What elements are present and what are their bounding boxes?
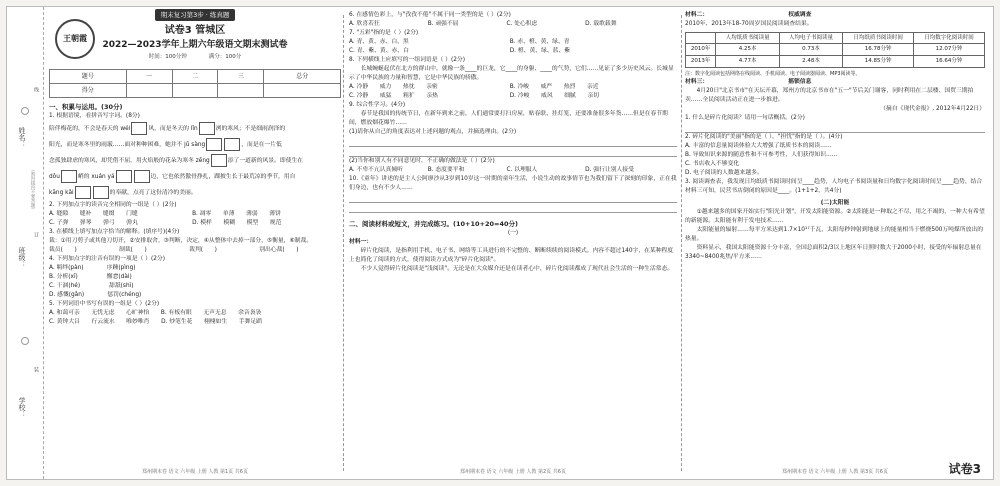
option-a[interactable]: A. 欣喜若狂 — [349, 20, 380, 27]
q8-passage: 长城蜿蜒起伏在北方的群山中，就像一条____的巨龙，它____的身躯、____的气势，它们……见证了多少历史风云。长城显示了中华民族的力量和智慧，它是中华民族的骄傲。 — [349, 65, 674, 81]
q9-passage: 春节是我国的传统节日，在新年到来之前，人们通常要打扫房屋，贴春联、挂灯笼，还要准备很多年货……但是在春节期间，燃放烟花爆竹…… — [349, 110, 668, 126]
table-header: 人均电子书阅读量 — [779, 32, 842, 44]
logo-text: 王朝霞 — [63, 33, 87, 43]
table-header — [686, 32, 716, 44]
class-label: 班级： — [18, 247, 26, 268]
answer-line[interactable] — [349, 203, 677, 213]
q4-option[interactable]: B. 分析(xī) 懈怠(dài) — [49, 273, 132, 280]
option-a[interactable]: A. 不卑不亢认真倾听 — [349, 166, 403, 173]
answer-box[interactable] — [116, 170, 132, 183]
q4-option[interactable]: D. 感慨(gǎn) 惩罚(chéng) — [49, 291, 142, 298]
score-input-cell[interactable] — [218, 84, 264, 98]
material-2-header — [685, 11, 985, 20]
option-c[interactable]: C. 青、紫、黄、赤、白 — [349, 47, 409, 54]
question-10: 10.《童年》讲述的是主人公阿廖沙从3岁到10岁这一时期的童年生活，小说生动的故事情节也为我们留下了深刻的印象，正在我们身边，也有不少人…… — [349, 175, 677, 191]
question-7: 7. "五彩"指的是（ ）(2分) — [349, 29, 419, 36]
reading-question-2: 2. 碎片化阅读的"美丽"指的是（ ），"担忧"指的是（ ）。(4分) — [685, 134, 843, 141]
section-1-heading: 一、积累与运用。(30分) — [49, 103, 123, 111]
q3-item[interactable]: 裁员( ) — [49, 246, 77, 253]
q6-options — [349, 20, 677, 29]
school-label: 学校： — [18, 397, 26, 418]
q2-options — [49, 210, 341, 228]
q7-options — [349, 38, 677, 56]
q5-option[interactable]: A. 和蔼可亲 无忧无虑 心旷神怡 B. 有板有眼 无声无息 余音袅袅 — [49, 309, 262, 316]
question-6: 6. 在感情色彩上，与"孜孜不倦"不属于同一类型的是（ ）(2分) — [349, 12, 511, 18]
exam-number: 试卷3 管城区 — [164, 25, 226, 37]
question-9: 9. 综合性学习。(4分) — [349, 101, 406, 108]
rq2-option[interactable]: D. 电子阅读的人数越来越多。 — [685, 170, 763, 177]
binding-hole — [21, 337, 29, 345]
q1-text: 添了一道新的风景。即使生在 — [227, 158, 304, 165]
q3-items — [49, 246, 341, 255]
table-cell: 16.64分钟 — [914, 56, 985, 68]
part-1-label: (一) — [507, 229, 519, 236]
q3-definition: 裁：①用刀剪子或其他刀切开，②安排取舍，③判断，决定，④从整体中去掉一部分，⑤衡量，⑥制裁。 — [49, 237, 313, 244]
q1-text: 风，而是冬天的 lǐn — [148, 126, 198, 133]
material-3-text: 4月20日"北京书市"在天坛开幕，郑州方的北京书市在"五一"节后关门谢客，同时利用在二层楼、国贸三期拍卖……全民阅读活动正在进一步推进。 — [685, 88, 974, 104]
answer-line[interactable] — [685, 123, 985, 133]
part-2-text-2: 太阳能量的辐射……每平方米达到1.7×10¹⁷千瓦，太阳每秒钟射到地球上的能量相当于燃烧500万吨煤所放出的热量。 — [685, 227, 984, 243]
table-cell: 2013年 — [686, 56, 716, 68]
q1-text: 冽的寒风；不是细雨润泽的 — [215, 126, 286, 133]
answer-box[interactable] — [224, 138, 240, 151]
material-3-source: （摘自《现代金报》, 2012年4月22日） — [880, 106, 985, 113]
question-1: 1. 根据语境，看拼音写字词。(8分) — [49, 113, 140, 120]
score-label-cell: 得分 — [50, 84, 127, 98]
answer-box[interactable] — [134, 170, 150, 183]
q1-text: dǒu — [49, 174, 60, 181]
part-2-title: (二)太阳能 — [820, 200, 850, 207]
question-5: 5. 下列词语中书写有误的一组是（ ）(2分) — [49, 300, 160, 307]
answer-box[interactable] — [211, 154, 227, 167]
q1-text: 陪伴梅花的，不会是春天的 wéi — [49, 126, 131, 133]
material-2-title: 权威调查 — [788, 12, 812, 18]
table-cell: 4.77本 — [716, 56, 779, 68]
name-label: 姓名： — [18, 127, 26, 148]
material-3-label: 材料三： — [685, 79, 709, 86]
page-footer: 郑州期末卷 语文 六年级 上册 人教 第1页 共6页 — [142, 469, 248, 476]
column-divider — [681, 15, 682, 471]
option-b[interactable]: B. 态度要平和 — [427, 166, 465, 173]
reading-question-1: 1. 什么是碎片化阅读？请用一句话概括。(2分) — [685, 115, 805, 122]
line-mark: 装 — [33, 367, 39, 372]
section-2-heading: 二、阅读材料或短文，并完成练习。(10+10+20=40分) — [349, 219, 518, 228]
material-3-title: 摇锁信息 — [788, 79, 812, 86]
option-d[interactable]: D. 冷峻 威风 细腻 亲切 — [509, 92, 600, 99]
option-a[interactable]: A. 缝隙 缝补 缝缀 门缝 — [49, 211, 138, 218]
q1-line-3 — [49, 153, 341, 169]
table-note: 注：数字化阅读包括网络在线阅读、手机阅读、电子阅读器阅读、MP3阅读等。 — [685, 70, 861, 77]
score-header-cell: 二 — [172, 70, 218, 84]
q1-line-4 — [49, 169, 341, 185]
q4-option[interactable]: C. 干涸(hé) 舔舐(shì) — [49, 282, 134, 289]
score-input-cell[interactable] — [264, 84, 341, 98]
answer-line[interactable] — [349, 147, 677, 157]
score-header-cell: 总分 — [264, 70, 341, 84]
question-4: 4. 下列加点字的注音有误的一项是（ ）(2分) — [49, 255, 165, 262]
option-d[interactable]: D. 载歌载舞 — [585, 20, 617, 27]
paper-corner-label: 试卷3 — [948, 462, 981, 477]
column-2 — [349, 7, 677, 479]
q1-text: 的奉献，点亮了这份清冷的美丽。 — [109, 190, 197, 197]
table-cell: 16.78分钟 — [843, 44, 914, 56]
exam-full-score: 满分：100分 — [208, 53, 242, 60]
score-header-cell: 一 — [126, 70, 172, 84]
reading-question-3: 3. 阅读调查表，我发现日均纸质书阅读时间呈____趋势，人均电子书阅读量和日均数字化阅读时间呈____趋势，结合材料三可知，民营书店倒闭的原因是____。(1+1+2，共4分) — [685, 179, 983, 195]
q1-line-2 — [49, 137, 341, 153]
exam-meta — [49, 53, 341, 62]
material-1-text-2: 不少人觉得碎片化阅读是"浅阅读"。无论是在大众媒介还是在读者心中，碎片化阅读都成了现代社会生活的一种生活常态。 — [360, 265, 674, 272]
answer-box[interactable] — [131, 122, 147, 135]
option-b[interactable]: B. 顽强不屈 — [427, 20, 459, 27]
q1-text: 边，它也依然傲骨挣扎，踝披生长于最荒凉的季节，用自 — [150, 174, 296, 181]
answer-line[interactable] — [349, 193, 677, 203]
q3-item[interactable]: 制裁( ) — [119, 246, 147, 253]
table-cell: 4.25本 — [716, 44, 779, 56]
material-2-label: 材料二： — [685, 12, 709, 18]
line-mark: 订 — [33, 232, 39, 237]
table-header: 人均纸质书阅读量 — [716, 32, 779, 44]
q9-sub-1: (1)请你从自己的角度表达对上述问题的观点，并摘选理由。(2分) — [349, 128, 517, 135]
brand-logo — [55, 19, 95, 59]
exam-sheet — [6, 6, 994, 480]
score-table — [49, 69, 341, 98]
table-cell: 12.07分钟 — [914, 44, 985, 56]
option-c[interactable]: C. 冷静 威猛 粗犷 亲热 — [349, 92, 438, 99]
score-input-cell[interactable] — [172, 84, 218, 98]
table-cell: 2.48本 — [779, 56, 842, 68]
option-d[interactable]: D. 强行让别人接受 — [585, 166, 634, 173]
answer-box[interactable] — [93, 186, 109, 199]
answer-box[interactable] — [199, 122, 215, 135]
exam-title: 2022—2023学年上期六年级语文期末测试卷 — [102, 39, 288, 50]
seal-note: （密封线内不要答题） — [30, 167, 35, 212]
table-header: 日均纸质书阅读时间 — [843, 32, 914, 44]
table-cell: 2010年 — [686, 44, 716, 56]
q3-item[interactable]: 别出心裁( ) — [259, 246, 299, 253]
answer-box[interactable] — [206, 138, 222, 151]
material-1-text: 碎片化阅读，是指利用手机、电子书、网络等工具进行的不完整的、断断续续的阅读模式。内容不超过140字，在某种程度上也简化了阅读的方式，使得阅读方式成为"碎片化阅读"。 — [349, 247, 674, 263]
option-c[interactable]: C. 子弹 弹琴 弹弓 弹丸 — [49, 220, 138, 227]
material-2-intro: 2010年、2013年18-70周岁国民阅读调查结果。 — [685, 20, 813, 27]
exam-time: 时间：100分钟 — [148, 53, 187, 60]
part-2-text-1: ①越来越多的国家开始实行"阳光计划"，开发太阳能资源。②太阳能是一种取之不尽、用之不竭的，一种大有希望的新能源。太阳能有利于发电技术…… — [685, 209, 985, 225]
rq2-option[interactable]: B. 导致知识来源的随意性和不可参考性，人们获得知识…… — [685, 152, 838, 159]
q3-item[interactable]: 裁判( ) — [189, 246, 217, 253]
table-cell: 0.73本 — [779, 44, 842, 56]
survey-table — [685, 32, 985, 68]
option-b[interactable]: B. 赤、橙、黄、绿、青 — [509, 38, 570, 45]
table-header: 日均数字化阅读时间 — [914, 32, 985, 44]
answer-box[interactable] — [61, 170, 77, 183]
q9-sub-2: (2)当你和别人有不同意见时，不正确的做法是（ ）(2分) — [349, 157, 495, 164]
q1-text: kāng kǎi — [49, 190, 74, 197]
option-b[interactable]: B. 凋零 单薄 薄弱 薄饼 — [192, 211, 281, 218]
score-header-cell: 题号 — [50, 70, 127, 84]
answer-box[interactable] — [75, 186, 91, 199]
option-b[interactable]: B. 冷峻 威严 热烈 亲近 — [509, 83, 599, 90]
binding-margin — [7, 7, 44, 479]
q1-text: 阳光，而是寒冬里的雨霰……面对种种困难，她并不 jǔ sàng — [49, 142, 206, 149]
column-1 — [49, 7, 341, 479]
line-mark: 线 — [33, 87, 39, 92]
option-a[interactable]: A. 冷静 威力 热忱 亲密 — [349, 83, 438, 90]
table-row — [686, 44, 985, 56]
material-1-label: 材料一： — [349, 238, 373, 245]
column-3 — [685, 7, 985, 479]
rq2-option[interactable]: A. 丰富的信息量阅读体验大大增强了纸质书本的阅读…… — [685, 143, 832, 150]
option-c[interactable]: C. 以理服人 — [506, 166, 538, 173]
q1-text: ，而是在一片低 — [241, 142, 282, 149]
q9-2-options — [349, 166, 677, 175]
option-a[interactable]: A. 青、黄、赤、白、黑 — [349, 38, 409, 45]
q1-text: 念孤独肆虐的寒风，却凭借不屈，用火焰般的花朵为寒冬 zēng — [49, 158, 210, 165]
option-c[interactable]: C. 处心积虑 — [506, 20, 538, 27]
table-cell: 14.85分钟 — [843, 56, 914, 68]
page-footer: 郑州期末卷 语文 六年级 上册 人教 第2页 共6页 — [460, 469, 566, 476]
q1-line-1 — [49, 121, 341, 137]
score-input-cell[interactable] — [126, 84, 172, 98]
binding-hole — [21, 107, 29, 115]
score-header-cell: 三 — [218, 70, 264, 84]
page-footer: 郑州期末卷 语文 六年级 上册 人教 第3页 共6页 — [782, 469, 888, 476]
material-3-header — [685, 78, 985, 87]
question-2: 2. 下列加点字的读音完全相同的一组是（ ）(2分) — [49, 202, 177, 209]
q4-option[interactable]: A. 羁绊(pàn) 序踵(pìng) — [49, 264, 136, 271]
column-divider — [343, 15, 344, 471]
q5-option[interactable]: C. 黄钟大吕 行云流水 唯妙唯肖 D. 炒笔生花 栩栩如生 手舞足蹈 — [49, 318, 262, 325]
q1-line-5 — [49, 185, 341, 201]
banner-tag: 期末复习第3步 · 练真题 — [155, 9, 236, 21]
q8-options — [349, 83, 677, 101]
option-d[interactable]: D. 模样 模糊 模型 规范 — [192, 220, 282, 227]
q1-text: 峭的 xuán yá — [77, 174, 115, 181]
question-3: 3. 在横线上填写加点字恰当的解释。(填序号)(4分) — [49, 229, 180, 235]
answer-line[interactable] — [349, 137, 677, 147]
question-8: 8. 下列横线上应填写的一组词语是（ ）(2分) — [349, 56, 465, 63]
table-row — [686, 56, 985, 68]
part-2-text-3: 资料显示，我国太阳能资源十分丰富，全国总面积2/3以上地区年日照时数大于2000小时，接受的年辐射总量在3340~8400兆焦/平方米…… — [685, 245, 982, 260]
rq2-option[interactable]: C. 书店收入不够变化 — [685, 161, 740, 168]
option-d[interactable]: D. 橙、黄、绿、蓝、紫 — [509, 47, 571, 54]
